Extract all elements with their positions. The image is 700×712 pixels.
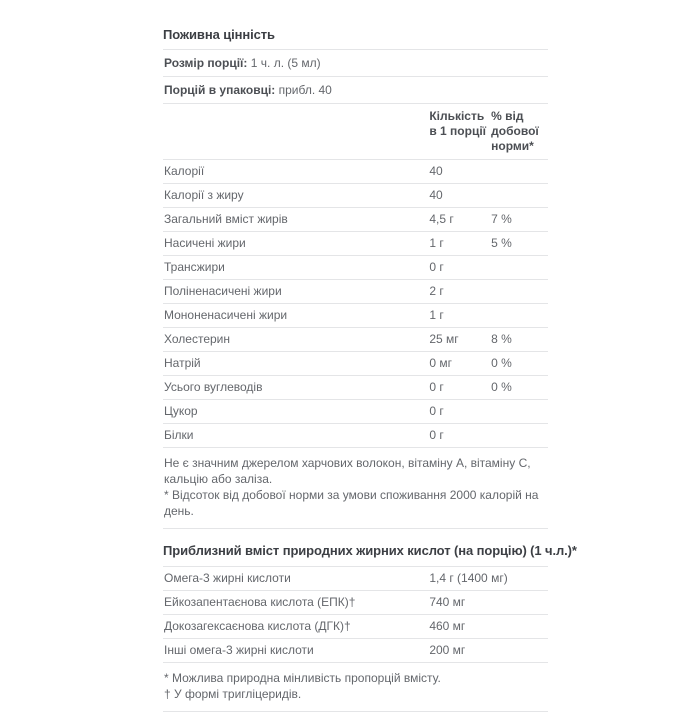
row-label: Омега-3 жирні кислоти: [164, 571, 291, 585]
row-label: Докозагексаєнова кислота (ДГК)†: [164, 619, 351, 633]
row-amount: 25 мг: [429, 332, 459, 346]
row-daily-value: [491, 261, 548, 274]
row-amount: 1 г: [429, 236, 444, 250]
row-label: Насичені жири: [164, 236, 246, 250]
serving-size-label: Розмір порції:: [164, 56, 248, 70]
nutrition-table: [163, 160, 548, 448]
table-row: [163, 639, 548, 663]
fatty-acids-section-title: Приблизний вміст природних жирних кислот (на порцію) (1 ч.л.)*: [163, 542, 548, 567]
row-amount: 0 г: [429, 404, 444, 418]
table-row: [163, 567, 548, 591]
row-amount: 40: [429, 188, 443, 202]
row-label: Калорії: [164, 164, 205, 178]
row-label: Інші омега-3 жирні кислоти: [164, 643, 314, 657]
footnote-triglyceride-form: † У формі тригліцеридів.: [164, 687, 302, 701]
row-daily-value: 0 %: [491, 380, 512, 394]
row-label: Загальний вміст жирів: [164, 212, 288, 226]
fatty-acids-footnotes: [163, 663, 548, 712]
row-daily-value: [491, 309, 548, 322]
row-daily-value: [491, 405, 548, 418]
row-daily-value: [491, 429, 548, 442]
row-daily-value: [491, 189, 548, 202]
servings-per-container-label: Порцій в упаковці:: [164, 83, 276, 97]
table-row: [163, 424, 548, 448]
row-amount: 0 г: [429, 428, 444, 442]
row-amount: 0 г: [429, 260, 444, 274]
table-row: [163, 232, 548, 256]
row-daily-value: 8 %: [491, 332, 512, 346]
row-label: Білки: [164, 428, 194, 442]
table-row: [163, 280, 548, 304]
row-amount: 200 мг: [429, 643, 466, 657]
fatty-acids-table: [163, 567, 548, 663]
row-daily-value: 5 %: [491, 236, 512, 250]
column-header-amount: Кількість в 1 порції: [429, 109, 487, 138]
table-row: [163, 400, 548, 424]
table-row: [163, 184, 548, 208]
row-label: Натрій: [164, 356, 201, 370]
table-row: [163, 160, 548, 184]
table-row: [163, 328, 548, 352]
serving-size-value: 1 ч. л. (5 мл): [250, 56, 321, 70]
table-row: [163, 591, 548, 615]
table-row: [163, 256, 548, 280]
nutrition-facts-panel: [163, 26, 577, 712]
row-amount: 0 мг: [429, 356, 452, 370]
row-amount: 40: [429, 164, 443, 178]
table-column-headers: [163, 104, 548, 160]
row-amount: 1 г: [429, 308, 444, 322]
column-header-daily-value: % від добової норми*: [491, 109, 539, 153]
fatty-acids-section: [163, 542, 577, 712]
nutrition-footnotes: [163, 448, 548, 529]
table-row: [163, 352, 548, 376]
row-daily-value: 0 %: [491, 356, 512, 370]
row-amount: 460 мг: [429, 619, 466, 633]
row-label: Трансжири: [164, 260, 225, 274]
row-daily-value: [491, 165, 548, 178]
column-header-spacer: [164, 109, 429, 154]
row-daily-value: [491, 285, 548, 298]
nutrition-section-title: Поживна цінність: [163, 26, 548, 50]
table-row: [163, 208, 548, 232]
row-label: Холестерин: [164, 332, 230, 346]
footnote-daily-value-basis: * Відсоток від добової норми за умови споживання 2000 калорій на день.: [164, 488, 539, 518]
row-daily-value: 7 %: [491, 212, 512, 226]
row-label: Мононенасичені жири: [164, 308, 288, 322]
row-label: Поліненасичені жири: [164, 284, 282, 298]
table-row: [163, 615, 548, 639]
row-label: Цукор: [164, 404, 198, 418]
table-row: [163, 304, 548, 328]
row-label: Усього вуглеводів: [164, 380, 263, 394]
row-amount: 2 г: [429, 284, 444, 298]
row-amount: 4,5 г: [429, 212, 454, 226]
row-amount: 1,4 г (1400 мг): [429, 571, 508, 585]
servings-per-container-value: прибл. 40: [278, 83, 332, 97]
footnote-natural-variability: * Можлива природна мінливість пропорцій вмісту.: [164, 671, 441, 685]
row-amount: 740 мг: [429, 595, 466, 609]
serving-size-row: [163, 50, 548, 77]
footnote-no-significant-source: Не є значним джерелом харчових волокон, вітаміну А, вітаміну С, кальцію або заліза.: [164, 456, 531, 486]
row-amount: 0 г: [429, 380, 444, 394]
row-label: Ейкозапентаєнова кислота (ЕПК)†: [164, 595, 356, 609]
table-row: [163, 376, 548, 400]
row-label: Калорії з жиру: [164, 188, 244, 202]
servings-per-container-row: [163, 77, 548, 104]
